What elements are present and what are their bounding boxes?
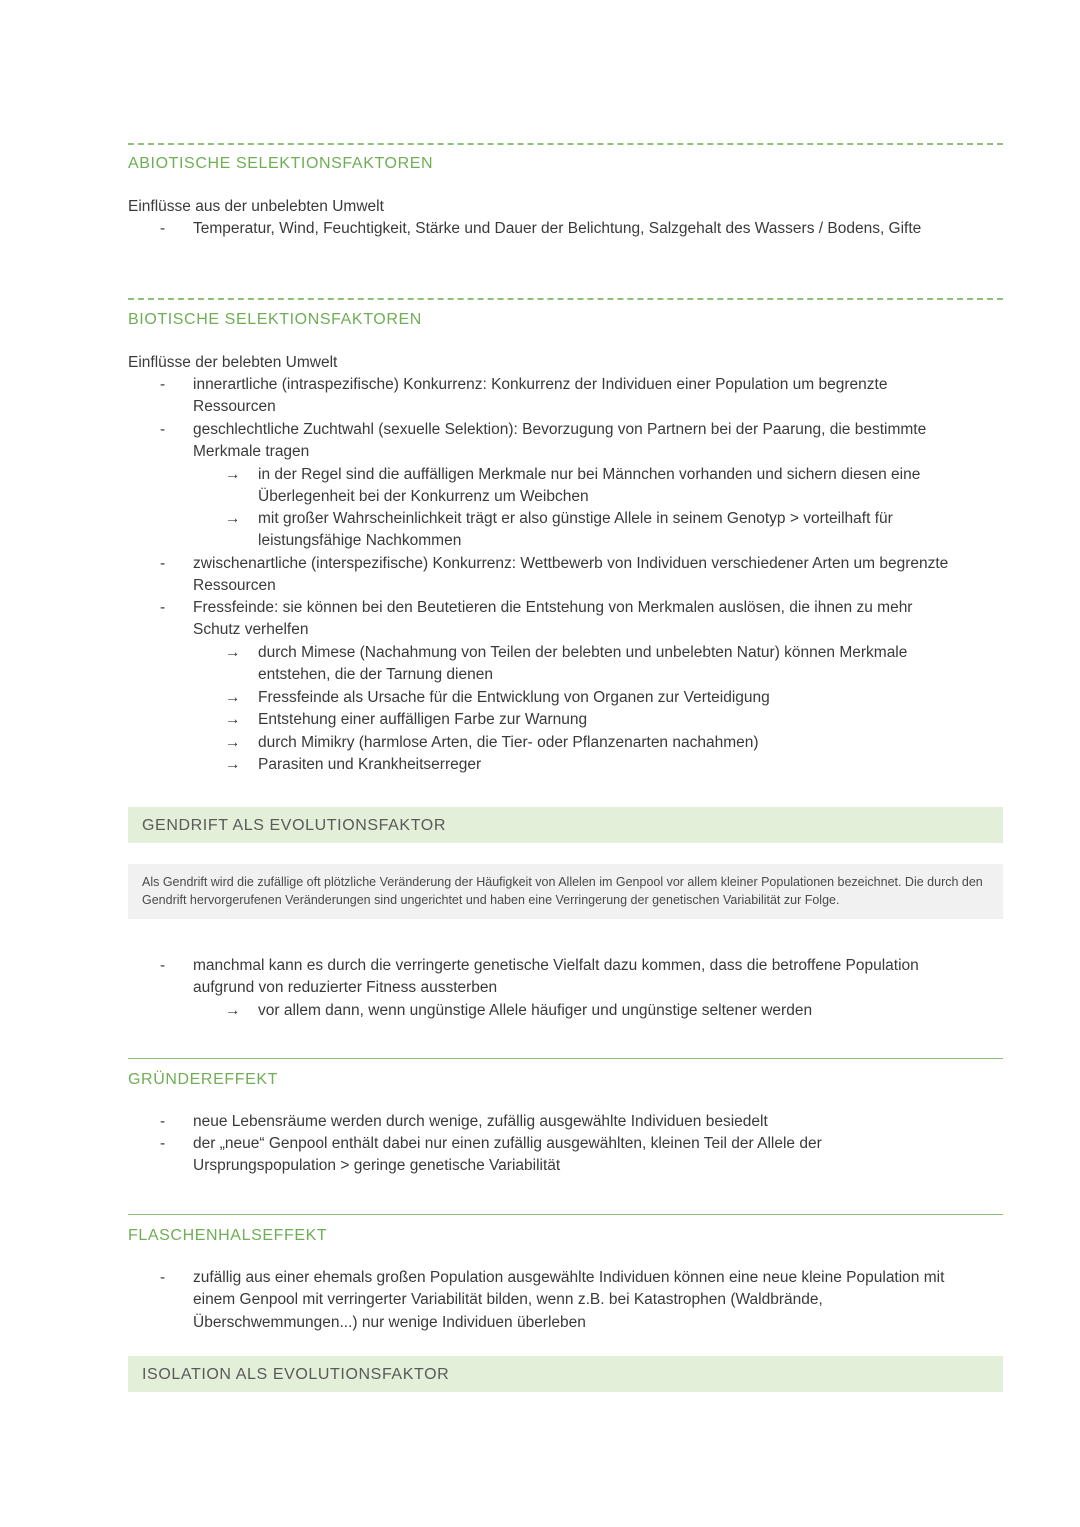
arrow-icon: → <box>225 466 241 483</box>
list-item <box>128 553 1003 598</box>
list-item-text: in der Regel sind die auffälligen Merkmale nur bei Männchen vorhanden und sichern diesen eine Überlegenheit bei der Konkurrenz um Weibchen <box>258 466 921 506</box>
arrow-icon: → <box>225 644 241 661</box>
list-item <box>128 597 1003 642</box>
section-divider <box>128 298 1003 300</box>
list-item-text: Fressfeinde: sie können bei den Beutetieren die Entstehung von Merkmalen auslösen, die ihnen zu mehr Schutz verhelfen <box>193 599 913 639</box>
sub-list-item <box>128 709 1003 731</box>
list-item-text: zufällig aus einer ehemals großen Population ausgewählte Individuen können eine neue kleine Population mit einem Genpool mit verringerter Variabilität bilden, wenn z.B. bei Katastrophen (Waldbrände, Überschwemmungen...) nur wenige Individuen überleben <box>193 1269 945 1331</box>
abiotic-intro: Einflüsse aus der unbelebten Umwelt <box>128 198 384 215</box>
list-item <box>128 1267 1003 1334</box>
heading-isolation: ISOLATION ALS EVOLUTIONSFAKTOR <box>142 1366 450 1383</box>
sub-list-item <box>128 508 1003 553</box>
sub-list-item <box>128 1000 1003 1022</box>
section-band-gendrift <box>128 807 1003 843</box>
dash-marker: - <box>160 220 166 237</box>
heading-gendrift: GENDRIFT ALS EVOLUTIONSFAKTOR <box>142 817 446 834</box>
document-page <box>128 0 1003 1527</box>
list-item-text: durch Mimese (Nachahmung von Teilen der belebten und unbelebten Natur) können Merkmale entstehen, die der Tarnung dienen <box>258 644 908 684</box>
list-item-text: innerartliche (intraspezifische) Konkurrenz: Konkurrenz der Individuen einer Population um begrenzte Ressourcen <box>193 376 888 416</box>
heading-abiotic: ABIOTISCHE SELEKTIONSFAKTOREN <box>128 155 434 172</box>
list-item-text: vor allem dann, wenn ungünstige Allele häufiger und ungünstige seltener werden <box>258 1002 813 1019</box>
dash-marker: - <box>160 957 166 974</box>
list-item <box>128 374 1003 419</box>
dash-marker: - <box>160 1269 166 1286</box>
dash-marker: - <box>160 1135 166 1152</box>
sub-list-item <box>128 687 1003 709</box>
list-item-text: Fressfeinde als Ursache für die Entwicklung von Organen zur Verteidigung <box>258 689 770 706</box>
arrow-icon: → <box>225 711 241 728</box>
section-divider <box>128 1214 1003 1215</box>
section-divider <box>128 143 1003 145</box>
sub-list-item <box>128 732 1003 754</box>
definition-box: Als Gendrift wird die zufällige oft plötzliche Veränderung der Häufigkeit von Allelen im Genpool vor allem kleiner Populationen bezeichnet. Die durch den Gendrift hervorgerufenen Veränderungen sind ungerichtet und haben eine Verringerung der genetischen Variabilität zur Folge. <box>128 864 1003 919</box>
arrow-icon: → <box>225 510 241 527</box>
dash-marker: - <box>160 421 166 438</box>
section-divider <box>128 1058 1003 1059</box>
dash-marker: - <box>160 1113 166 1130</box>
list-item <box>128 218 1003 240</box>
dash-marker: - <box>160 376 166 393</box>
list-item-text: geschlechtliche Zuchtwahl (sexuelle Selektion): Bevorzugung von Partnern bei der Paarung, die bestimmte Merkmale tragen <box>193 421 927 461</box>
dash-marker: - <box>160 555 166 572</box>
list-item-text: durch Mimikry (harmlose Arten, die Tier- oder Pflanzenarten nachahmen) <box>258 734 759 751</box>
heading-biotic: BIOTISCHE SELEKTIONSFAKTOREN <box>128 311 422 328</box>
heading-flaschenhalseffekt: FLASCHENHALSEFFEKT <box>128 1227 328 1244</box>
list-item <box>128 1111 1003 1133</box>
list-item-text: Parasiten und Krankheitserreger <box>258 756 482 773</box>
list-item <box>128 1133 1003 1178</box>
heading-gruendereffekt: GRÜNDEREFFEKT <box>128 1071 279 1088</box>
arrow-icon: → <box>225 689 241 706</box>
list-item-text: Entstehung einer auffälligen Farbe zur Warnung <box>258 711 588 728</box>
arrow-icon: → <box>225 756 241 773</box>
list-item <box>128 419 1003 464</box>
sub-list-item <box>128 642 1003 687</box>
dash-marker: - <box>160 599 166 616</box>
list-item-text: neue Lebensräume werden durch wenige, zufällig ausgewählte Individuen besiedelt <box>193 1113 768 1130</box>
arrow-icon: → <box>225 734 241 751</box>
list-item-text: Temperatur, Wind, Feuchtigkeit, Stärke und Dauer der Belichtung, Salzgehalt des Wassers / Bodens, Gifte <box>193 220 922 237</box>
list-item-text: manchmal kann es durch die verringerte genetische Vielfalt dazu kommen, dass die betroffene Population aufgrund von reduzierter Fitness aussterben <box>193 957 919 997</box>
list-item-text: zwischenartliche (interspezifische) Konkurrenz: Wettbewerb von Individuen verschiedener Arten um begrenzte Ressourcen <box>193 555 949 595</box>
arrow-icon: → <box>225 1002 241 1019</box>
sub-list-item <box>128 754 1003 776</box>
sub-list-item <box>128 464 1003 509</box>
list-item-text: mit großer Wahrscheinlichkeit trägt er also günstige Allele in seinem Genotyp > vorteilhaft für leistungsfähige Nachkommen <box>258 510 893 550</box>
section-band-isolation <box>128 1356 1003 1392</box>
list-item <box>128 955 1003 1000</box>
biotic-intro: Einflüsse der belebten Umwelt <box>128 354 338 371</box>
list-item-text: der „neue“ Genpool enthält dabei nur einen zufällig ausgewählten, kleinen Teil der Allele der Ursprungspopulation > geringe genetische Variabilität <box>193 1135 822 1175</box>
